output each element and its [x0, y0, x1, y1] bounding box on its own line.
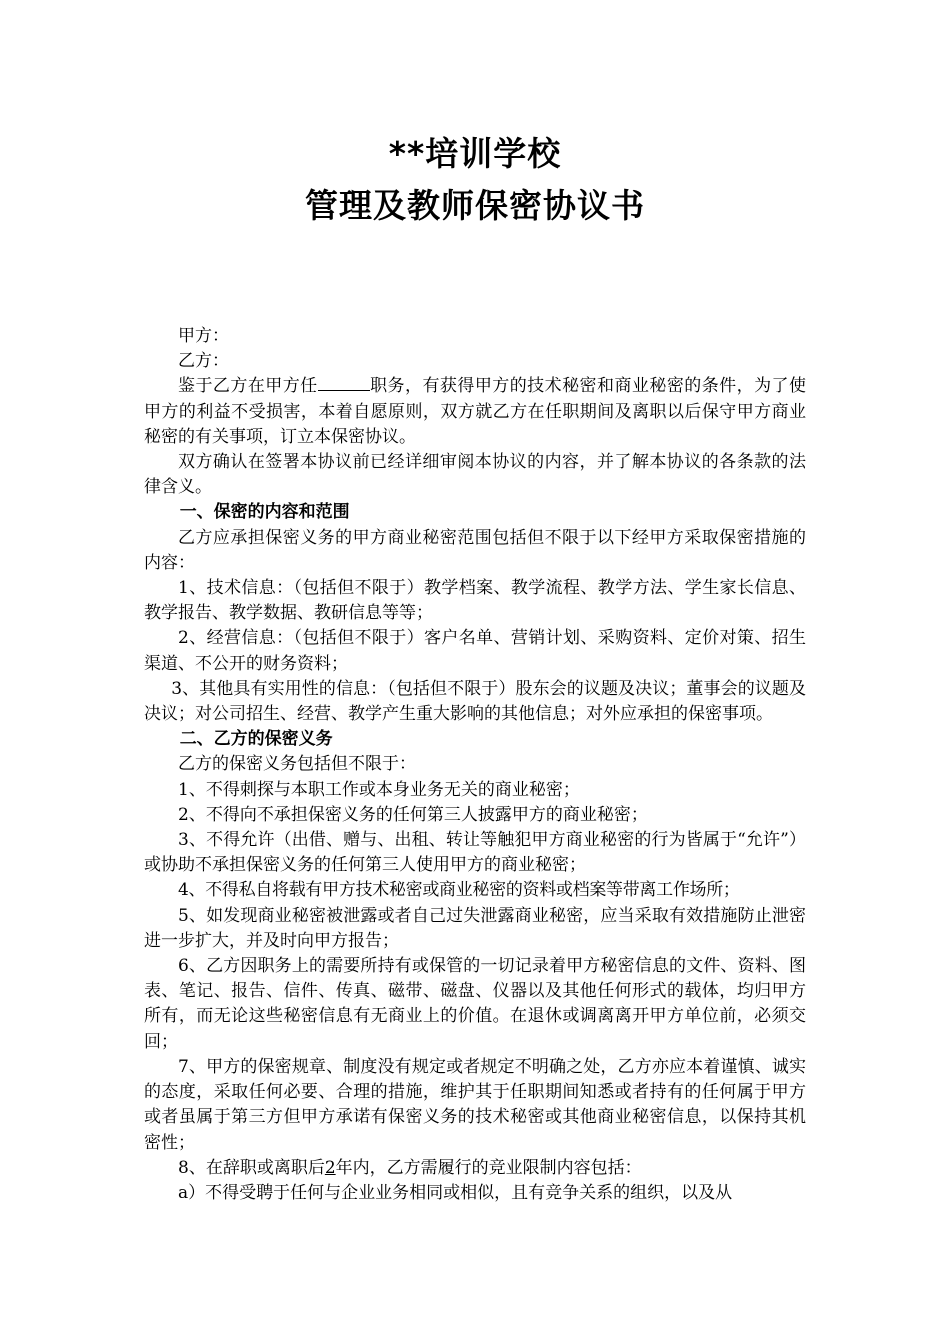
party-a-line: 甲方： [178, 326, 229, 346]
document-title-agreement: 管理及教师保密协议书 [305, 186, 645, 225]
section2-item-5: 5、如发现商业秘密被泄露或者自己过失泄露商业秘密，应当采取有效措施防止泄密进一步扩大，并及时向甲方报告； [144, 905, 806, 951]
section1-item-3: 3、其他具有实用性的信息：（包括但不限于）股东会的议题及决议；董事会的议题及决议；对公司招生、经营、教学产生重大影响的其他信息；对外应承担的保密事项。 [144, 678, 806, 725]
confirm-paragraph: 双方确认在签署本协议前已经详细审阅本协议的内容，并了解本协议的各条款的法律含义。 [144, 452, 806, 498]
section2-item-2: 2、不得向不承担保密义务的任何第三人披露甲方的商业秘密； [178, 804, 648, 825]
item8-after: 年内，乙方需履行的竞业限制内容包括： [335, 1157, 642, 1178]
section2-item-6: 6、乙方因职务上的需要所持有或保管的一切记录着甲方秘密信息的文件、资料、图表、笔记、报告、信件、传真、磁带、磁盘、仪器以及其他任何形式的载体，均归甲方所有，而无论这些秘密信息有无商业上的价值。在退休或调离离开甲方单位前，必须交回； [144, 956, 806, 1052]
section2-item-4: 4、不得私自将载有甲方技术秘密或商业秘密的资料或档案等带离工作场所； [178, 880, 740, 901]
intro-text-after: 职务，有获得甲方的技术秘密和商业秘密的条件，为了使甲方的利益不受损害，本着自愿原则，双方就乙方在任职期间及离职以后保守甲方商业秘密的有关事项，订立本保密协议。 [144, 376, 807, 447]
item8-before: 8、在辞职或离职后 [178, 1157, 325, 1178]
section1-item-1: 1、技术信息：（包括但不限于）教学档案、教学流程、教学方法、学生家长信息、教学报告、教学数据、教研信息等等； [144, 578, 806, 624]
section1-heading: 一、保密的内容和范围 [179, 502, 350, 523]
section2-item-7: 7、甲方的保密规章、制度没有规定或者规定不明确之处，乙方亦应本着谨慎、诚实的态度，采取任何必要、合理的措施，维护其于任职期间知悉或者持有的任何属于甲方或者虽属于第三方但甲方承诺有保密义务的技术秘密或其他商业秘密信息，以保持其机密性； [144, 1056, 806, 1153]
section2-item-8 [144, 1156, 806, 1181]
document-title-school: **培训学校 [388, 134, 562, 173]
section2-heading: 二、乙方的保密义务 [179, 729, 333, 750]
intro-paragraph [144, 374, 806, 450]
section2-item-3: 3、不得允许（出借、赠与、出租、转让等触犯甲方商业秘密的行为皆属于“允许”）或协助不承担保密义务的任何第三人使用甲方的商业秘密； [144, 830, 806, 876]
position-blank [318, 376, 370, 391]
party-b-line: 乙方： [178, 351, 229, 372]
intro-text-before: 鉴于乙方在甲方任 [178, 376, 318, 397]
section2-intro: 乙方的保密义务包括但不限于： [178, 754, 416, 775]
section2-item-8a: a）不得受聘于任何与企业业务相同或相似，且有竞争关系的组织，以及从 [178, 1182, 733, 1203]
section2-item-1: 1、不得刺探与本职工作或本身业务无关的商业秘密； [178, 779, 580, 800]
section1-intro: 乙方应承担保密义务的甲方商业秘密范围包括但不限于以下经甲方采取保密措施的内容： [144, 527, 806, 573]
section1-item-2: 2、经营信息：（包括但不限于）客户名单、营销计划、采购资料、定价对策、招生渠道、不公开的财务资料； [144, 628, 806, 674]
item8-years: 2 [324, 1157, 336, 1178]
document-body [144, 324, 806, 1206]
